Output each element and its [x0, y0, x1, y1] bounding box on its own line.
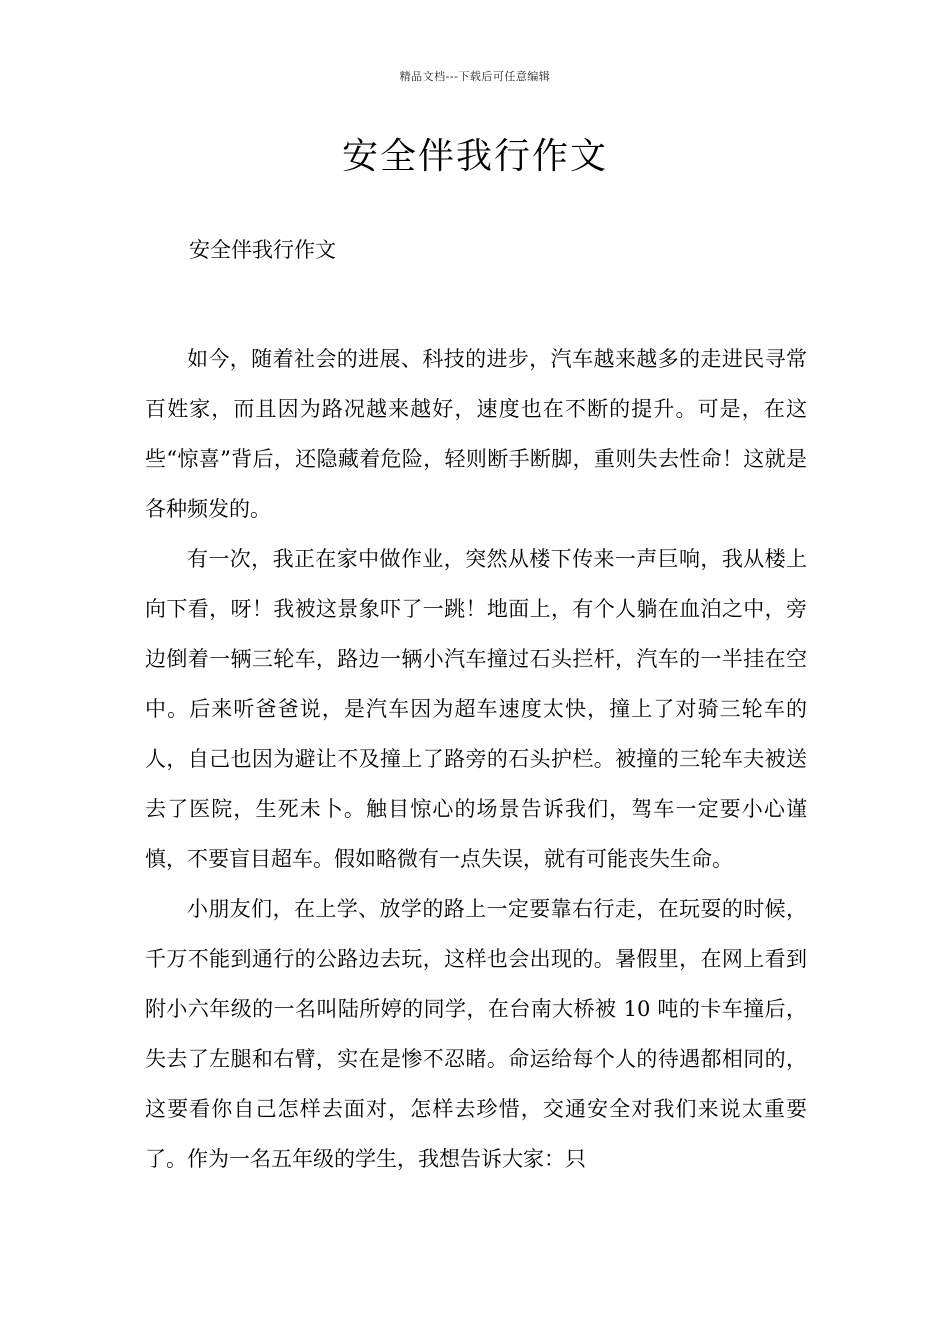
document-subtitle: 安全伴我行作文: [189, 238, 336, 262]
header-note: 精品文档---下载后可任意编辑: [399, 70, 551, 83]
paragraph-3: 小朋友们，在上学、放学的路上一定要靠右行走，在玩耍的时候，千万不能到通行的公路边去玩，这样也会出现的。暑假里，在网上看到附小六年级的一名叫陆所婷的同学，在台南大桥被 10 吨的卡车撞后，失去了左腿和右臂，实在是惨不忍睹。命运给每个人的待遇都相同的，这要看你自己怎样去面对，怎样去珍惜，交通安全对我们来说太重要了。作为一名五年级的学生，我想告诉大家：只: [145, 897, 807, 1171]
document-body: [145, 334, 807, 1184]
paragraph-1: 如今，随着社会的进展、科技的进步，汽车越来越多的走进民寻常百姓家，而且因为路况越来越好，速度也在不断的提升。可是，在这些“惊喜”背后，还隐藏着危险，轻则断手断脚，重则失去性命！这就是各种频发的。: [145, 347, 807, 521]
paragraph-2: 有一次，我正在家中做作业，突然从楼下传来一声巨响，我从楼上向下看，呀！我被这景象吓了一跳！地面上，有个人躺在血泊之中，旁边倒着一辆三轮车，路边一辆小汽车撞过石头拦杆，汽车的一半挂在空中。后来听爸爸说，是汽车因为超车速度太快，撞上了对骑三轮车的人，自己也因为避让不及撞上了路旁的石头护栏。被撞的三轮车夫被送去了医院，生死未卜。触目惊心的场景告诉我们，驾车一定要小心谨慎，不要盲目超车。假如略微有一点失误，就有可能丧失生命。: [145, 547, 807, 871]
document-title: 安全伴我行作文: [341, 136, 608, 177]
